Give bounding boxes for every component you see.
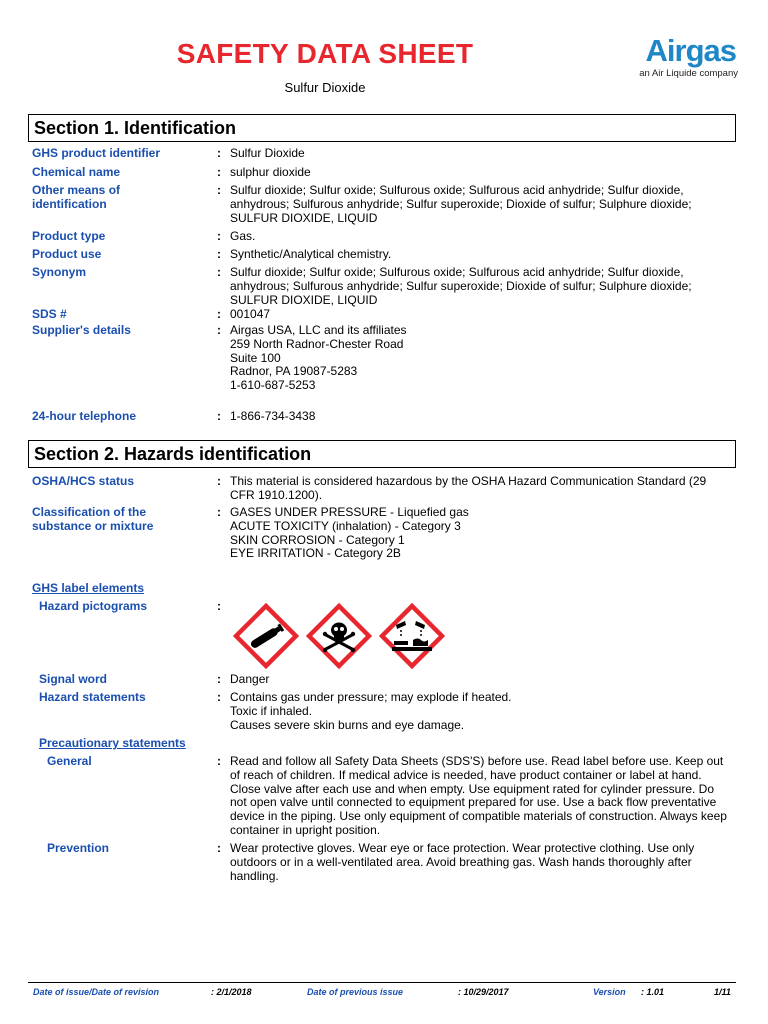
footer-prev-value: : 10/29/2017 bbox=[458, 987, 509, 997]
row-label: Product type bbox=[32, 229, 106, 243]
section-1-heading: Section 1. Identification bbox=[28, 114, 736, 142]
row-label: OSHA/HCS status bbox=[32, 474, 135, 488]
row-value: GASES UNDER PRESSURE - Liquefied gas ACUTE TOXICITY (inhalation) - Category 3 SKIN CORROSION - Category 1 EYE IRRITATION - Category 2B bbox=[230, 505, 469, 561]
page-footer bbox=[28, 982, 736, 999]
row-label: Hazard pictograms bbox=[39, 599, 148, 613]
row-value: sulphur dioxide bbox=[230, 165, 311, 179]
row-value: Gas. bbox=[230, 229, 256, 243]
gas-cylinder-icon bbox=[233, 603, 299, 669]
ghs-label-elements: GHS label elements bbox=[32, 581, 145, 595]
row-value: Read and follow all Safety Data Sheets (SDS'S) before use. Read label before use. Keep out of reach of children. If medical advice is needed, have product container or label at hand. Close valve after each use and when empty. Use equipment rated for cylinder pressure. Do not open valve until connected to equipment prepared for use. Use a back flow preventative device in the piping. Use only equipment of compatible materials of construction. Always keep container in upright position. bbox=[230, 754, 727, 837]
row-label: Chemical name bbox=[32, 165, 121, 179]
row-label: SDS # bbox=[32, 307, 67, 321]
hazard-pictograms bbox=[233, 603, 453, 669]
page-title: SAFETY DATA SHEET bbox=[176, 38, 474, 69]
corrosion-icon bbox=[379, 603, 445, 669]
row-label: Classification of the substance or mixture bbox=[32, 505, 154, 533]
row-label: General bbox=[47, 754, 92, 768]
footer-version-label: Version bbox=[593, 987, 626, 997]
product-subtitle: Sulfur Dioxide bbox=[284, 80, 366, 95]
logo-wordmark: Airgas bbox=[645, 33, 736, 68]
section-2-heading: Section 2. Hazards identification bbox=[28, 440, 736, 468]
row-label: Supplier's details bbox=[32, 323, 131, 337]
row-label: Prevention bbox=[47, 841, 110, 855]
footer-version-value: : 1.01 bbox=[641, 987, 665, 997]
row-label: 24-hour telephone bbox=[32, 409, 137, 423]
row-value: 1-866-734-3438 bbox=[230, 409, 316, 423]
row-label: Other means of identification bbox=[32, 183, 121, 211]
footer-page-number: 1/11 bbox=[714, 987, 731, 997]
row-value: Sulfur Dioxide bbox=[230, 146, 305, 160]
footer-prev-label: Date of previous issue bbox=[307, 987, 404, 997]
footer-date-label: Date of issue/Date of revision bbox=[33, 987, 160, 997]
row-label: Signal word bbox=[39, 672, 108, 686]
row-label: GHS product identifier bbox=[32, 146, 161, 160]
row-label: Hazard statements bbox=[39, 690, 146, 704]
precautionary-statements: Precautionary statements bbox=[39, 736, 186, 750]
row-value: Sulfur dioxide; Sulfur oxide; Sulfurous oxide; Sulfurous acid anhydride; Sulfur dioxide, anhydrous; Sulfurous anhydride; Sulfur superoxide; Dioxide of sulfur; Sulphure dioxide; SULFUR DIOXIDE, LIQUID bbox=[230, 183, 692, 225]
row-value: Wear protective gloves. Wear eye or face protection. Wear protective clothing. Use only outdoors or in a well-ventilated area. Avoid breathing gas. Wash hands thoroughly after handling. bbox=[230, 841, 695, 883]
row-label: Product use bbox=[32, 247, 102, 261]
row-value: Danger bbox=[230, 672, 270, 686]
airgas-logo bbox=[628, 34, 738, 79]
row-value: This material is considered hazardous by the OSHA Hazard Communication Standard (29 CFR 1910.1200). bbox=[230, 474, 707, 502]
row-value: Airgas USA, LLC and its affiliates 259 North Radnor-Chester Road Suite 100 Radnor, PA 19087-5283 1-610-687-5253 bbox=[230, 323, 407, 393]
row-value: Contains gas under pressure; may explode if heated. Toxic if inhaled. Causes severe skin burns and eye damage. bbox=[230, 690, 512, 732]
row-label: Synonym bbox=[32, 265, 87, 279]
row-value: 001047 bbox=[230, 307, 271, 321]
footer-date-value: : 2/1/2018 bbox=[211, 987, 252, 997]
row-value: Synthetic/Analytical chemistry. bbox=[230, 247, 392, 261]
row-value: Sulfur dioxide; Sulfur oxide; Sulfurous oxide; Sulfurous acid anhydride; Sulfur dioxide, anhydrous; Sulfurous anhydride; Sulfur superoxide; Dioxide of sulfur; Sulphure dioxide; SULFUR DIOXIDE, LIQUID bbox=[230, 265, 692, 307]
skull-crossbones-icon bbox=[306, 603, 372, 669]
logo-tagline: an Air Liquide company bbox=[639, 68, 738, 79]
